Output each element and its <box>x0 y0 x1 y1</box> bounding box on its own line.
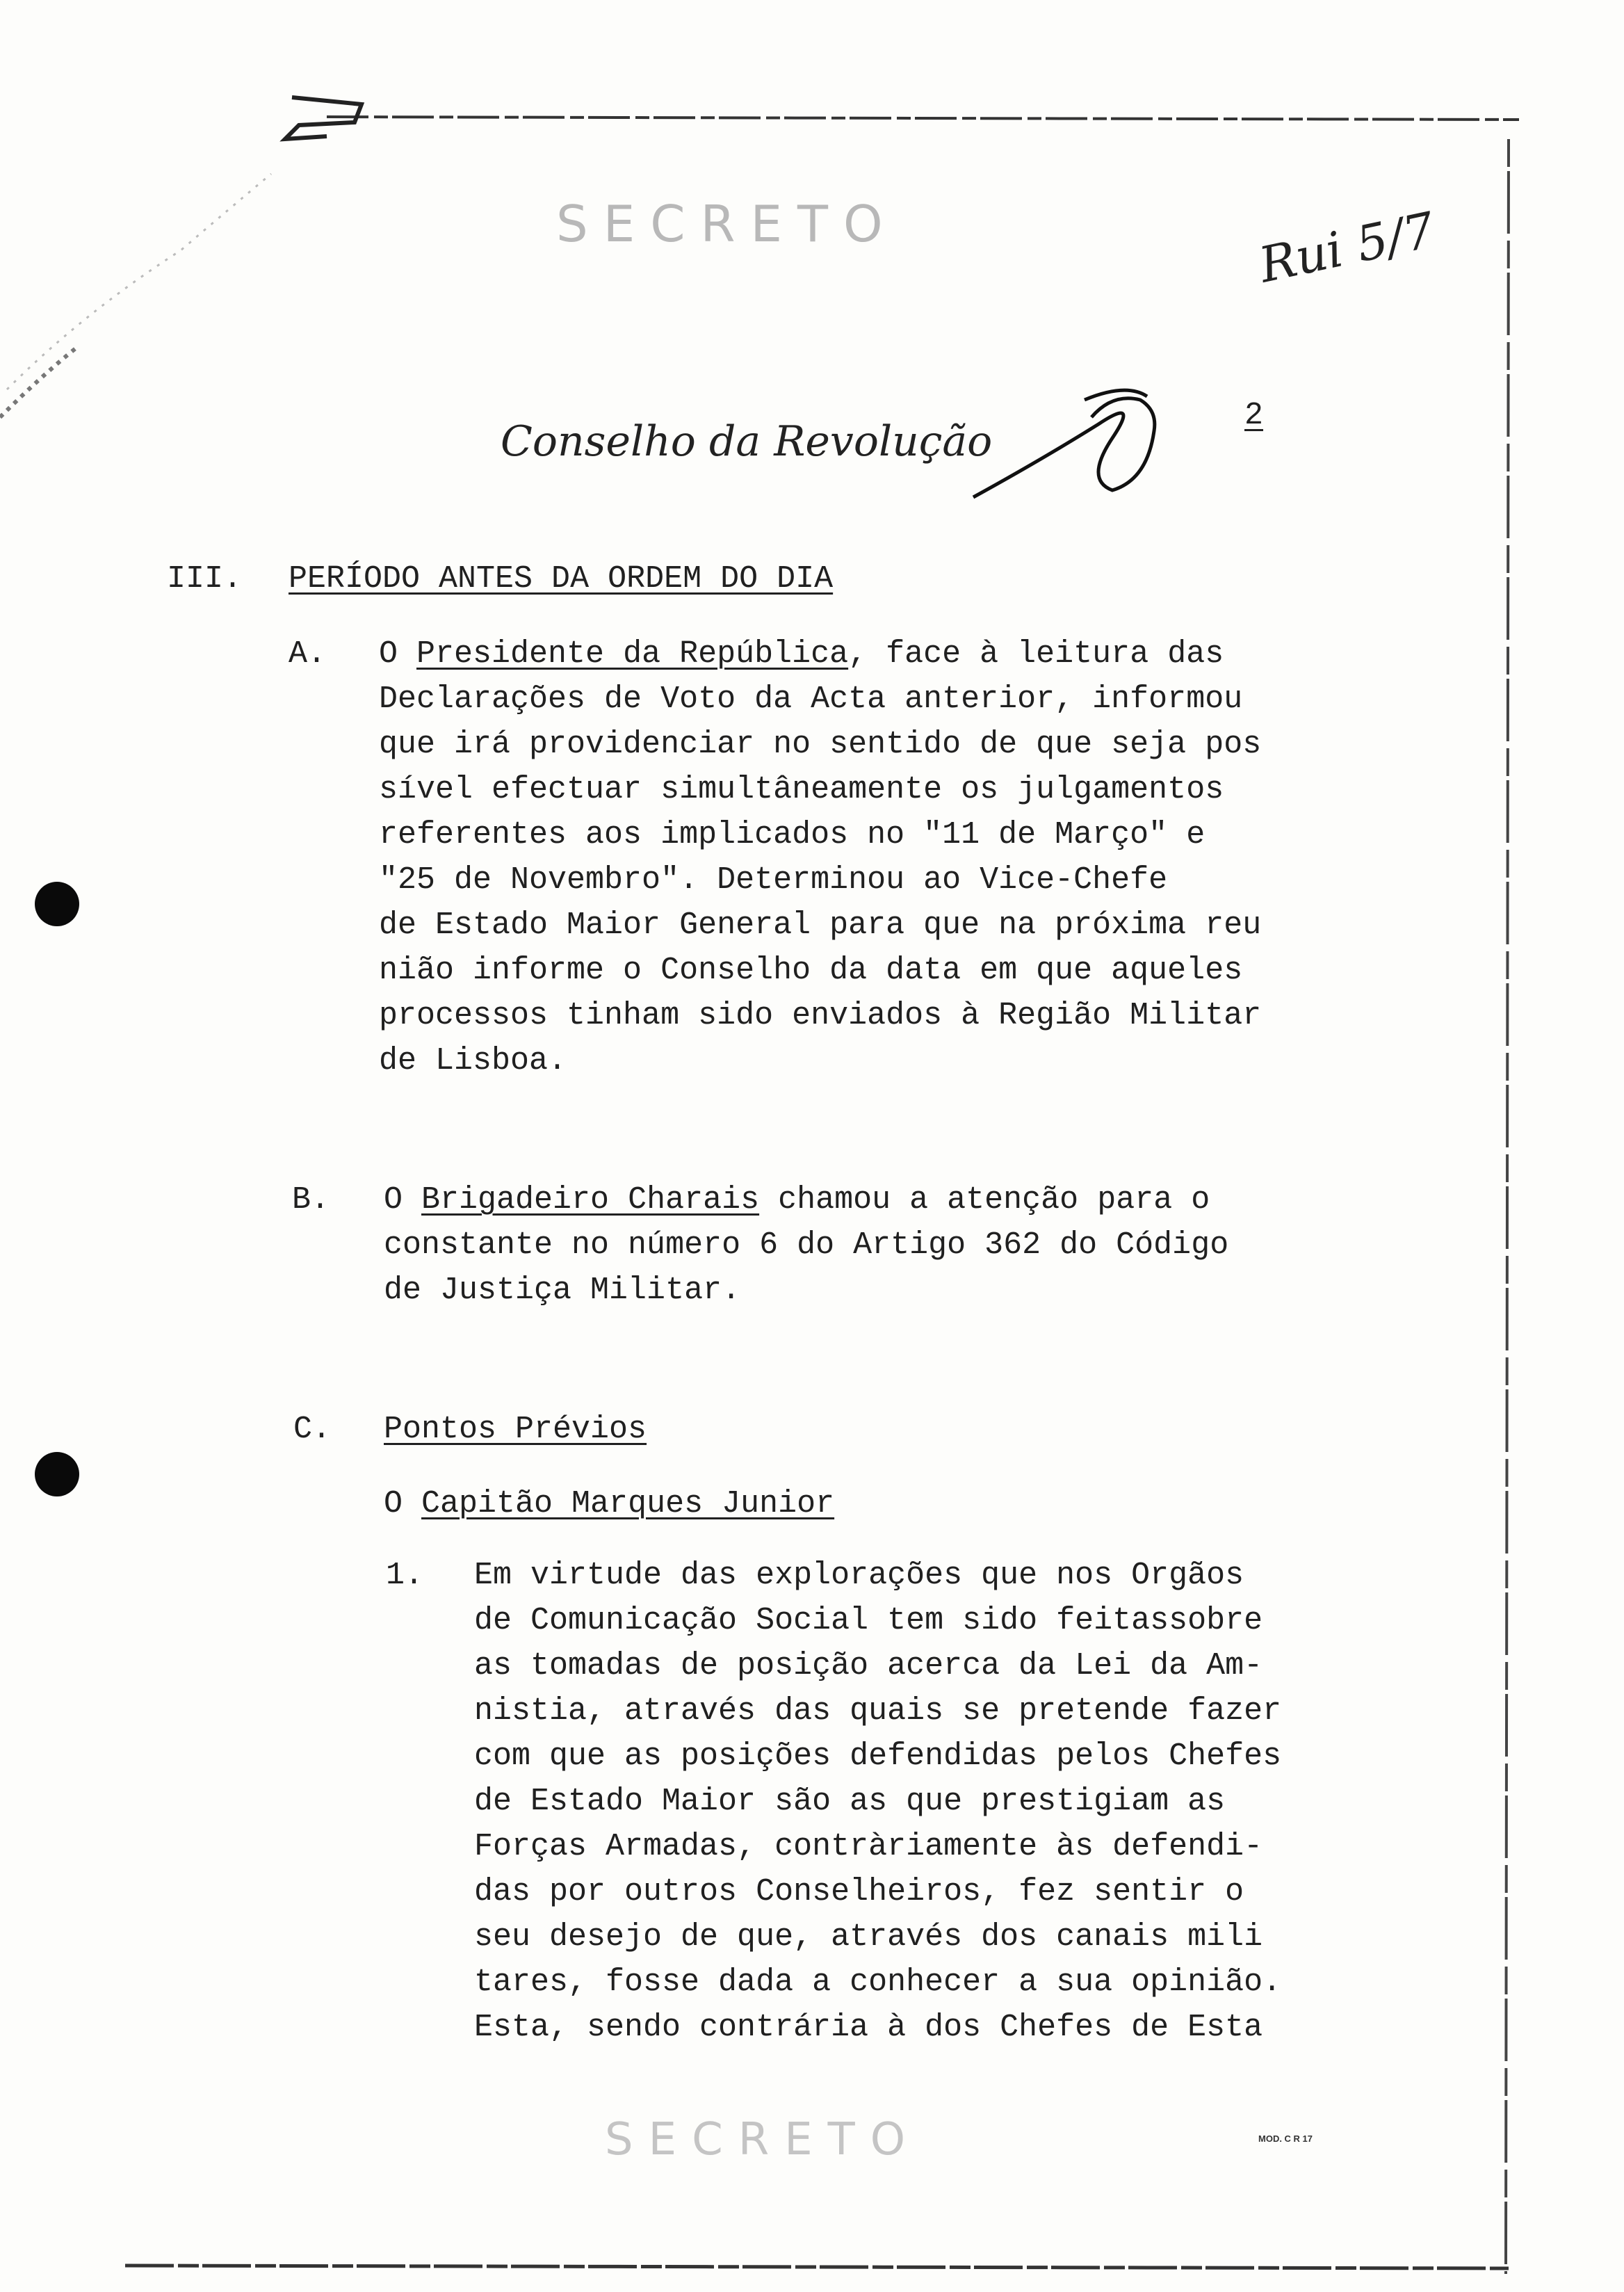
point-1-line: Forças Armadas, contràriamente às defendi- <box>474 1829 1263 1864</box>
item-c-label: C. <box>293 1412 332 1447</box>
item-a-label: A. <box>289 636 327 672</box>
page-number: 2 <box>1244 398 1264 433</box>
point-1-line: de Estado Maior são as que prestigiam as <box>474 1784 1226 1819</box>
punch-hole <box>35 1452 79 1496</box>
item-a-line: sível efectuar simultâneamente os julgamentos <box>379 772 1224 807</box>
letterhead: Conselho da Revolução <box>501 417 993 466</box>
item-c-title: Pontos Prévios <box>384 1412 647 1447</box>
handwritten-initials: Rui 5/7 <box>1254 201 1440 294</box>
classification-stamp-bottom: SECRETO <box>605 2114 921 2165</box>
president-name: Presidente da República <box>416 636 849 672</box>
item-a-line: Declarações de Voto da Acta anterior, informou <box>379 681 1243 717</box>
point-1-line: com que as posições defendidas pelos Chefes <box>474 1738 1282 1774</box>
item-a-line: O Presidente da República, face à leitura das <box>379 636 1224 672</box>
point-1-line: tares, fosse dada a conhecer a sua opinião. <box>474 1964 1282 2000</box>
point-1-line: Esta, sendo contrária à dos Chefes de Esta <box>474 2010 1263 2045</box>
point-1-line: as tomadas de posição acerca da Lei da Am- <box>474 1648 1263 1684</box>
point-1-line: de Comunicação Social tem sido feitassobre <box>474 1603 1263 1638</box>
classification-stamp-top: SECRETO <box>556 195 898 253</box>
item-a-line: "25 de Novembro". Determinou ao Vice-Chefe <box>379 862 1168 898</box>
form-code: MOD. C R 17 <box>1258 2133 1313 2144</box>
item-b-line: constante no número 6 do Artigo 362 do Código <box>384 1227 1229 1263</box>
item-c-speaker: O Capitão Marques Junior <box>384 1486 835 1522</box>
point-1-line: das por outros Conselheiros, fez sentir o <box>474 1874 1244 1910</box>
item-a-line: que irá providenciar no sentido de que seja pos <box>379 727 1262 762</box>
point-1-line: Em virtude das explorações que nos Orgãos <box>474 1558 1244 1593</box>
item-a-line: processos tinham sido enviados à Região Militar <box>379 998 1262 1033</box>
item-a-line: nião informe o Conselho da data em que aqueles <box>379 953 1243 988</box>
captain-name: Capitão Marques Junior <box>421 1486 835 1522</box>
section-title: PERÍODO ANTES DA ORDEM DO DIA <box>289 561 834 597</box>
punch-hole <box>35 882 79 926</box>
item-a-line: de Lisboa. <box>379 1043 567 1079</box>
brigadier-name: Brigadeiro Charais <box>421 1182 760 1218</box>
item-b-line: O Brigadeiro Charais chamou a atenção para o <box>384 1182 1210 1218</box>
point-1-label: 1. <box>386 1558 424 1593</box>
section-number: III. <box>167 561 243 597</box>
point-1-line: seu desejo de que, através dos canais mili <box>474 1919 1263 1955</box>
point-1-line: nistia, através das quais se pretende fazer <box>474 1693 1282 1729</box>
item-b-line: de Justiça Militar. <box>384 1273 741 1308</box>
item-b-label: B. <box>292 1182 330 1218</box>
item-a-line: de Estado Maior General para que na próxima reu <box>379 907 1262 943</box>
item-a-line: referentes aos implicados no "11 de Março" e <box>379 817 1205 853</box>
